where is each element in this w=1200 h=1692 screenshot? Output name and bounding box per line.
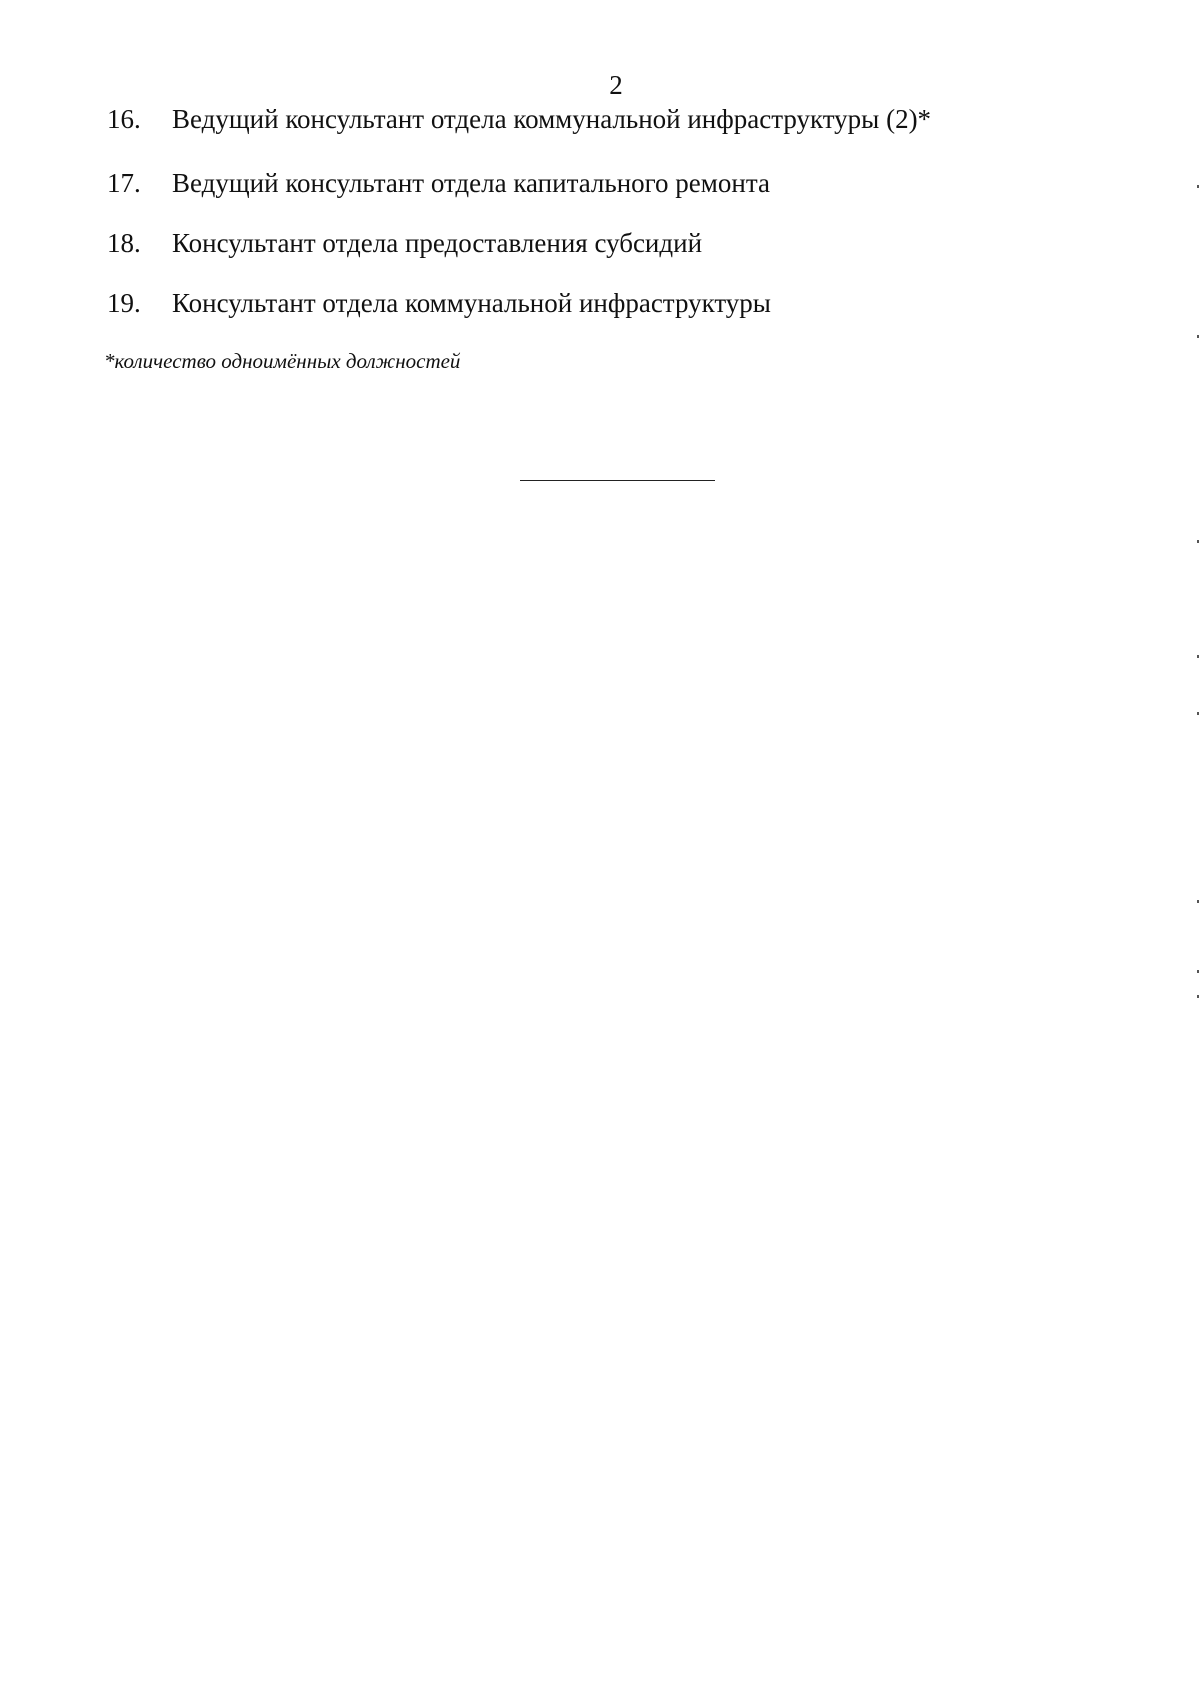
scan-speck [1197,712,1199,715]
scan-speck [1197,335,1199,338]
list-item-text: Ведущий консультант отдела капитального ремонта [172,168,770,198]
scan-speck [1197,995,1199,998]
scan-speck [1197,655,1199,658]
list-item-number: 17. [107,168,141,198]
list-item [107,165,931,225]
scan-speck [1197,900,1199,903]
list-item-number: 19. [107,288,141,318]
list-item [107,225,931,285]
list-item [107,285,931,345]
scan-speck [1197,540,1199,543]
footnote: *количество одноимённых должностей [104,349,461,373]
list-item-number: 16. [107,104,141,134]
list-item [107,101,931,165]
scan-speck [1197,185,1199,188]
list-item-text: Консультант отдела предоставления субсидий [172,228,703,258]
list-item-text: Ведущий консультант отдела коммунальной инфраструктуры (2)* [172,104,932,134]
page-number: 2 [609,70,623,100]
position-list [107,101,931,345]
end-divider-line [520,480,715,481]
list-item-text: Консультант отдела коммунальной инфраструктуры [172,288,771,318]
scan-speck [1197,970,1199,973]
list-item-number: 18. [107,228,141,258]
